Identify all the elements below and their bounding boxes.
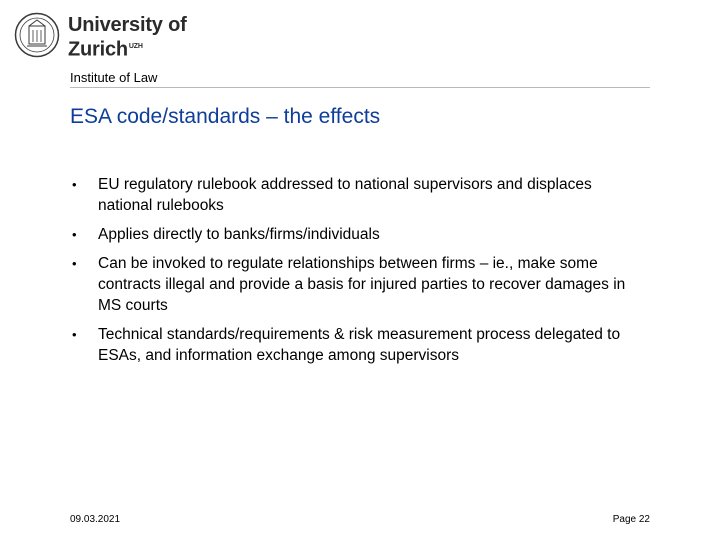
bullet-marker: • — [72, 256, 77, 271]
institute-label: Institute of Law — [70, 70, 158, 85]
slide-title: ESA code/standards – the effects — [70, 105, 381, 128]
bullet-text: Applies directly to banks/firms/individuals — [98, 226, 380, 243]
bullet-item — [70, 174, 650, 216]
bullet-list — [70, 174, 650, 374]
bullet-item — [70, 253, 650, 316]
university-name-city: Zurich — [68, 38, 128, 61]
bullet-text: Technical standards/requirements & risk measurement process delegated to ESAs, and information exchange among supervisors — [98, 326, 621, 364]
university-name-line2 — [68, 36, 187, 61]
bullet-item — [70, 324, 650, 366]
bullet-marker: • — [72, 227, 77, 242]
bullet-marker: • — [72, 177, 77, 192]
university-seal-logo — [14, 12, 60, 58]
university-abbrev: UZH — [128, 43, 143, 50]
bullet-text: Can be invoked to regulate relationships between firms – ie., make some contracts illegal and provide a basis for injured parties to recover damages in MS courts — [98, 255, 626, 314]
bullet-text: EU regulatory rulebook addressed to national supervisors and displaces national rulebooks — [98, 176, 592, 214]
header-divider — [70, 87, 650, 88]
bullet-item — [70, 224, 650, 245]
footer-date: 09.03.2021 — [70, 514, 121, 525]
footer-page-number: Page 22 — [612, 514, 650, 525]
university-wordmark — [68, 14, 187, 61]
university-name-line1: University of — [68, 14, 187, 36]
bullet-marker: • — [72, 327, 77, 342]
